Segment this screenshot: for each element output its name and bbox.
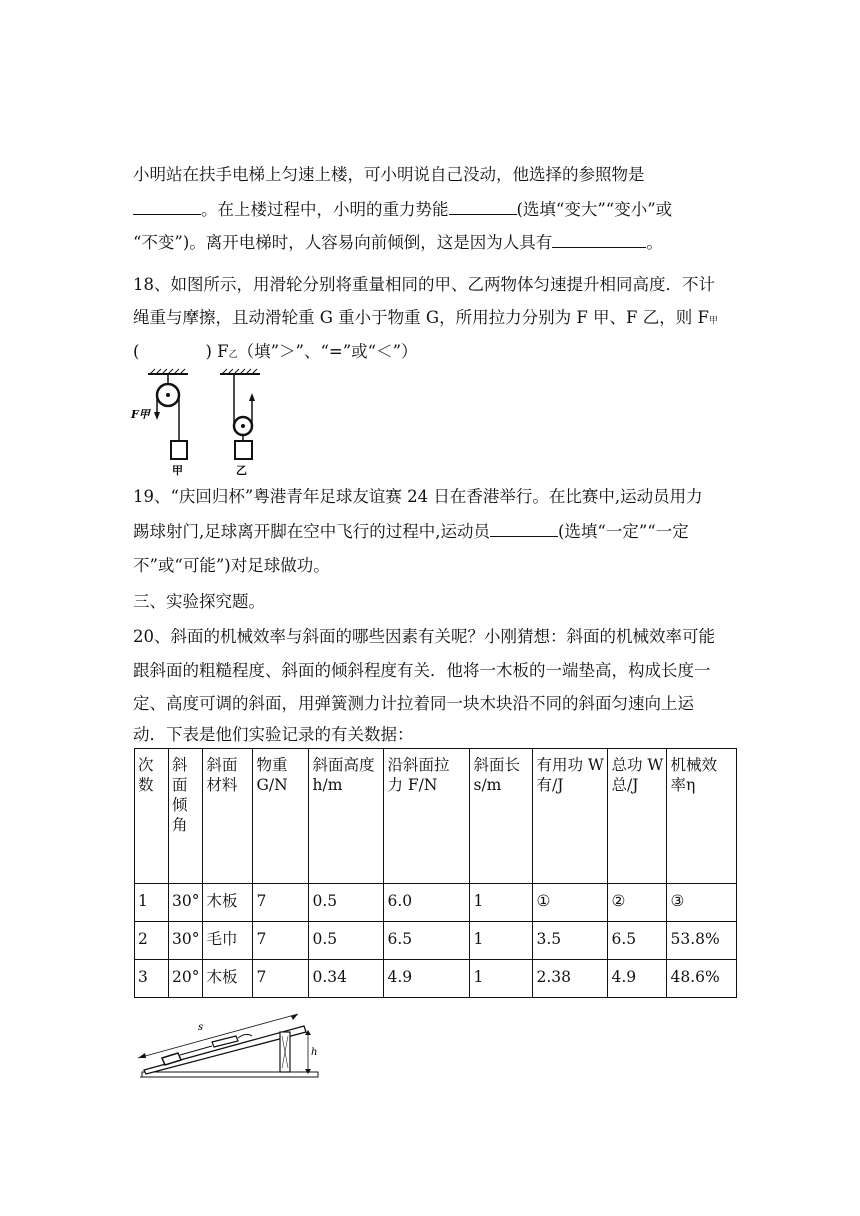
- table-cell: 3: [135, 960, 169, 998]
- answer-blank[interactable]: [552, 247, 646, 248]
- q18-text: ) F: [205, 342, 229, 361]
- q19-text: 踢球射门,足球离开脚在空中飞行的过程中,运动员: [133, 522, 490, 541]
- table-cell: 1: [470, 884, 533, 922]
- q18-line-2: [133, 307, 733, 332]
- table-cell[interactable]: ①: [533, 884, 608, 922]
- q18-text: （填”＞”、“=”或“＜”）: [237, 342, 418, 361]
- table-cell: 30°: [169, 922, 203, 960]
- answer-blank[interactable]: [490, 536, 558, 537]
- slope-height-label: h: [311, 1047, 318, 1058]
- q17-line-3: [133, 232, 733, 253]
- header-trial: 次 数: [135, 749, 169, 884]
- experiment-data-table: [134, 748, 737, 998]
- q17-text: (选填“变大”“变小”或: [516, 200, 673, 219]
- table-cell: 20°: [169, 960, 203, 998]
- table-cell: 6.5: [608, 922, 667, 960]
- table-cell: 0.34: [309, 960, 384, 998]
- inclined-plane-figure: [128, 1008, 324, 1084]
- header-weight: 物重 G/N: [253, 749, 309, 884]
- q18-line-3: [133, 341, 733, 366]
- table-row: [135, 960, 737, 998]
- table-cell: 毛巾: [203, 922, 253, 960]
- q18-text: (: [133, 342, 140, 361]
- q17-text: 。在上楼过程中，小明的重力势能: [201, 200, 449, 219]
- table-cell: 3.5: [533, 922, 608, 960]
- pulley-label-right: 乙: [236, 464, 247, 476]
- q20-line-2: 跟斜面的粗糙程度、斜面的倾斜程度有关．他将一木板的一端垫高，构成长度一: [133, 661, 711, 680]
- header-height: 斜面高度 h/m: [309, 749, 384, 884]
- answer-blank[interactable]: [449, 214, 517, 215]
- q18-subscript: 乙: [228, 350, 238, 360]
- table-cell: 1: [135, 884, 169, 922]
- table-cell: 2: [135, 922, 169, 960]
- q18-text: 绳重与摩擦，且动滑轮重 G 重小于物重 G，所用拉力分别为 F 甲、F 乙，则 F: [133, 308, 709, 327]
- table-cell: 4.9: [608, 960, 667, 998]
- header-efficiency: 机械效 率η: [667, 749, 737, 884]
- q17-text: 。: [646, 233, 663, 252]
- table-cell: 53.8%: [667, 922, 737, 960]
- table-cell: 0.5: [309, 922, 384, 960]
- section-heading: 三、实验探究题。: [133, 592, 265, 611]
- table-cell: 1: [470, 960, 533, 998]
- table-row: [135, 884, 737, 922]
- force-label: F甲: [131, 408, 150, 421]
- q19-line-3: 不”或“可能”)对足球做功。: [133, 556, 330, 575]
- table-cell: 0.5: [309, 884, 384, 922]
- table-cell: 48.6%: [667, 960, 737, 998]
- header-total-work: 总功 W 总/J: [608, 749, 667, 884]
- q20-line-3: 定、高度可调的斜面，用弹簧测力计拉着同一块木块沿不同的斜面匀速向上运: [133, 694, 694, 713]
- table-cell: 30°: [169, 884, 203, 922]
- table-cell: 6.0: [384, 884, 470, 922]
- table-header-row: [135, 749, 737, 884]
- q19-line-1: 19、“庆回归杯”粤港青年足球友谊赛 24 日在香港举行。在比赛中,运动员用力: [133, 487, 703, 506]
- q18-line-1: 18、如图所示，用滑轮分别将重量相同的甲、乙两物体匀速提升相同高度．不计: [133, 275, 715, 294]
- table-cell: 6.5: [384, 922, 470, 960]
- slope-length-label: s: [198, 1022, 204, 1033]
- table-cell[interactable]: ③: [667, 884, 737, 922]
- header-pull-force: 沿斜面拉 力 F/N: [384, 749, 470, 884]
- table-cell: 木板: [203, 884, 253, 922]
- table-cell[interactable]: ②: [608, 884, 667, 922]
- q17-line-1: 小明站在扶手电梯上匀速上楼，可小明说自己没动，他选择的参照物是: [133, 165, 645, 184]
- header-length: 斜面长 s/m: [470, 749, 533, 884]
- table-cell: 1: [470, 922, 533, 960]
- table-cell: 7: [253, 960, 309, 998]
- table-row: [135, 922, 737, 960]
- q17-line-2: [133, 199, 733, 220]
- header-useful-work: 有用功 W 有/J: [533, 749, 608, 884]
- header-material: 斜面 材料: [203, 749, 253, 884]
- q19-text: (选填“一定”“一定: [558, 522, 689, 541]
- table-cell: 木板: [203, 960, 253, 998]
- header-angle: 斜 面 倾 角: [169, 749, 203, 884]
- table-cell: 7: [253, 922, 309, 960]
- table-cell: 7: [253, 884, 309, 922]
- q18-subscript: 甲: [708, 316, 718, 326]
- table-cell: 2.38: [533, 960, 608, 998]
- pulley-figure: [128, 368, 268, 476]
- q20-line-4: 动．下表是他们实验记录的有关数据：: [133, 725, 414, 744]
- q19-line-2: [133, 521, 733, 542]
- q17-text: “不变”)。离开电梯时，人容易向前倾倒，这是因为人具有: [133, 233, 553, 252]
- pulley-label-left: 甲: [172, 464, 183, 476]
- answer-blank[interactable]: [133, 214, 201, 215]
- table-cell: 4.9: [384, 960, 470, 998]
- q20-line-1: 20、斜面的机械效率与斜面的哪些因素有关呢？小刚猜想：斜面的机械效率可能: [133, 627, 715, 646]
